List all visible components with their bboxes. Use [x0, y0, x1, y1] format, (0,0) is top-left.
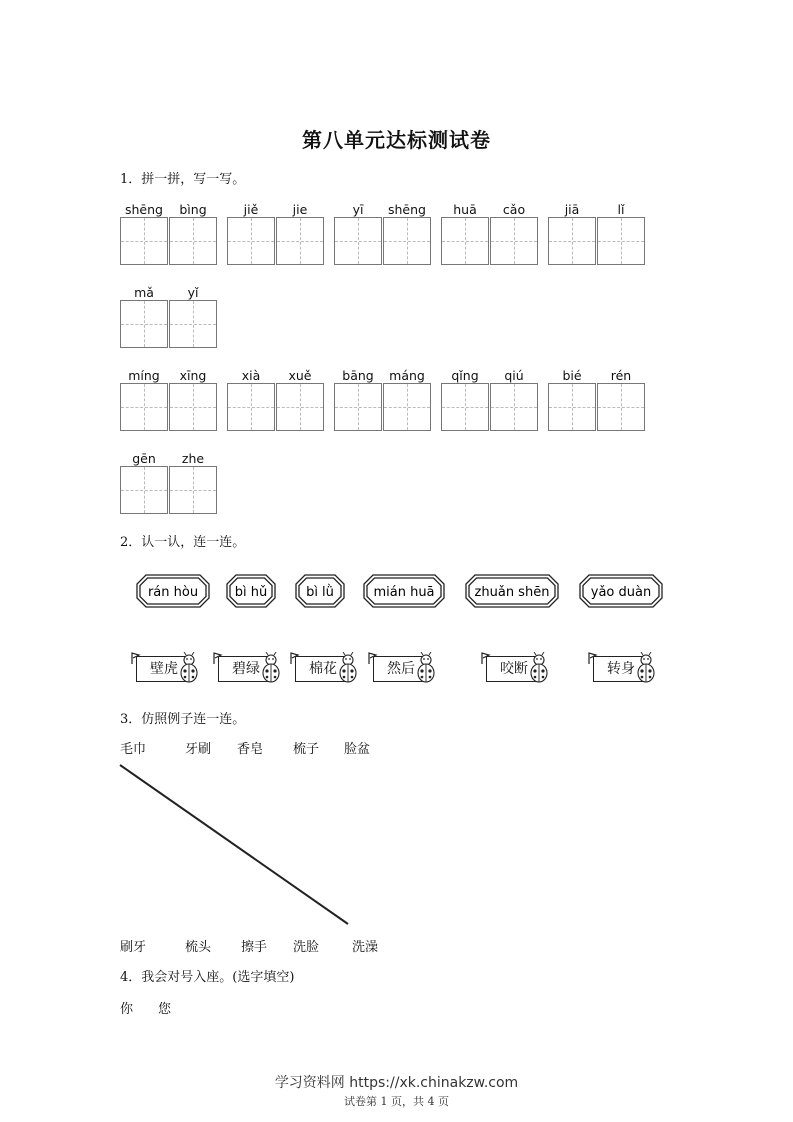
pinyin-label: bié [562, 368, 582, 383]
pinyin-label: cǎo [502, 202, 526, 217]
writing-grid-cell[interactable] [334, 217, 382, 265]
footer-watermark: 学习资料网 https://xk.chinakzw.com [274, 1075, 519, 1091]
writing-grid-cell[interactable] [169, 300, 217, 348]
writing-grid-cell[interactable] [120, 383, 168, 431]
word-card-text: 碧绿 [232, 661, 260, 677]
writing-grid-cell[interactable] [169, 383, 217, 431]
pinyin-label: rén [610, 368, 632, 383]
item-word[interactable]: 梳子 [293, 742, 320, 757]
pinyin-badge[interactable] [464, 573, 560, 609]
writing-grid-cell[interactable] [276, 383, 324, 431]
pinyin-label: xià [241, 368, 261, 383]
pinyin-label: jie [292, 202, 308, 217]
page-title: 第八单元达标测试卷 [302, 128, 491, 152]
item-word[interactable]: 牙刷 [185, 742, 212, 757]
writing-grid-cell[interactable] [548, 383, 596, 431]
pinyin-label: xuě [288, 368, 312, 383]
writing-grid-cell[interactable] [383, 217, 431, 265]
pinyin-badge-text: bì hǔ [234, 585, 268, 600]
writing-grid-cell[interactable] [227, 383, 275, 431]
pin-icon [130, 650, 142, 666]
ladybug-icon [415, 652, 437, 686]
pinyin-label: máng [389, 368, 425, 383]
word-card-text: 然后 [387, 661, 415, 677]
pinyin-badge-text: zhuǎn shēn [474, 585, 550, 600]
q2-title: 2．认一认，连一连。 [120, 535, 246, 550]
pinyin-label: qǐng [451, 368, 479, 383]
pinyin-badge-text: mián huā [373, 585, 435, 600]
pinyin-label: jiě [243, 202, 259, 217]
ladybug-icon [528, 652, 550, 686]
word-card[interactable] [367, 650, 431, 686]
writing-grid-cell[interactable] [120, 300, 168, 348]
pin-icon [289, 650, 301, 666]
pin-icon [480, 650, 492, 666]
q4-option-2: 您 [158, 1002, 172, 1017]
pinyin-badge[interactable] [362, 573, 446, 609]
pinyin-label: xīng [179, 368, 207, 383]
pin-icon [367, 650, 379, 666]
pin-icon [587, 650, 599, 666]
pinyin-badge[interactable] [135, 573, 211, 609]
writing-grid-cell[interactable] [383, 383, 431, 431]
word-card-text: 壁虎 [150, 661, 178, 677]
action-word[interactable]: 刷牙 [120, 940, 147, 955]
pinyin-label: shēng [125, 202, 163, 217]
writing-grid-cell[interactable] [169, 466, 217, 514]
writing-grid-cell[interactable] [597, 217, 645, 265]
writing-grid-cell[interactable] [490, 217, 538, 265]
item-word[interactable]: 脸盆 [344, 742, 371, 757]
word-card[interactable] [587, 650, 651, 686]
pinyin-label: huā [453, 202, 477, 217]
word-card[interactable] [212, 650, 276, 686]
pinyin-label: zhe [181, 451, 205, 466]
pinyin-badge-text: rán hòu [147, 585, 199, 600]
writing-grid-cell[interactable] [276, 217, 324, 265]
pinyin-badge[interactable] [294, 573, 346, 609]
pinyin-badge-text: bì lǜ [306, 585, 334, 600]
example-connecting-line [115, 760, 355, 930]
word-card[interactable] [130, 650, 194, 686]
word-card-text: 咬断 [500, 661, 528, 677]
writing-grid-cell[interactable] [227, 217, 275, 265]
action-word[interactable]: 梳头 [185, 940, 212, 955]
word-card-text: 棉花 [309, 661, 337, 677]
pinyin-label: shēng [388, 202, 426, 217]
pinyin-label: bāng [342, 368, 374, 383]
pinyin-label: bìng [179, 202, 207, 217]
writing-grid-cell[interactable] [441, 383, 489, 431]
pinyin-badge[interactable] [225, 573, 277, 609]
word-card[interactable] [480, 650, 544, 686]
ladybug-icon [337, 652, 359, 686]
pinyin-label: mǎ [134, 285, 154, 300]
ladybug-icon [635, 652, 657, 686]
footer-page-number: 试卷第 1 页，共 4 页 [344, 1095, 449, 1108]
writing-grid-cell[interactable] [490, 383, 538, 431]
q3-title: 3．仿照例子连一连。 [120, 712, 246, 727]
pinyin-label: qiú [504, 368, 524, 383]
writing-grid-cell[interactable] [120, 466, 168, 514]
q4-title: 4．我会对号入座。(选字填空) [120, 970, 295, 985]
pinyin-badge-text: yǎo duàn [590, 585, 652, 600]
writing-grid-cell[interactable] [597, 383, 645, 431]
ladybug-icon [260, 652, 282, 686]
pin-icon [212, 650, 224, 666]
pinyin-label: yǐ [187, 285, 199, 300]
writing-grid-cell[interactable] [120, 217, 168, 265]
pinyin-label: gēn [132, 451, 156, 466]
action-word[interactable]: 洗脸 [293, 940, 320, 955]
writing-grid-cell[interactable] [548, 217, 596, 265]
writing-grid-cell[interactable] [441, 217, 489, 265]
pinyin-label: yī [352, 202, 364, 217]
pinyin-label: jiā [564, 202, 580, 217]
q4-option-1: 你 [120, 1002, 134, 1017]
ladybug-icon [178, 652, 200, 686]
word-card[interactable] [289, 650, 353, 686]
word-card-text: 转身 [607, 661, 635, 677]
action-word[interactable]: 擦手 [241, 940, 268, 955]
item-word[interactable]: 香皂 [237, 742, 264, 757]
writing-grid-cell[interactable] [169, 217, 217, 265]
pinyin-label: lǐ [617, 202, 625, 217]
writing-grid-cell[interactable] [334, 383, 382, 431]
pinyin-badge[interactable] [578, 573, 664, 609]
action-word[interactable]: 洗澡 [352, 940, 379, 955]
pinyin-label: míng [128, 368, 160, 383]
q1-title: 1．拼一拼，写一写。 [120, 172, 246, 187]
item-word[interactable]: 毛巾 [120, 742, 147, 757]
